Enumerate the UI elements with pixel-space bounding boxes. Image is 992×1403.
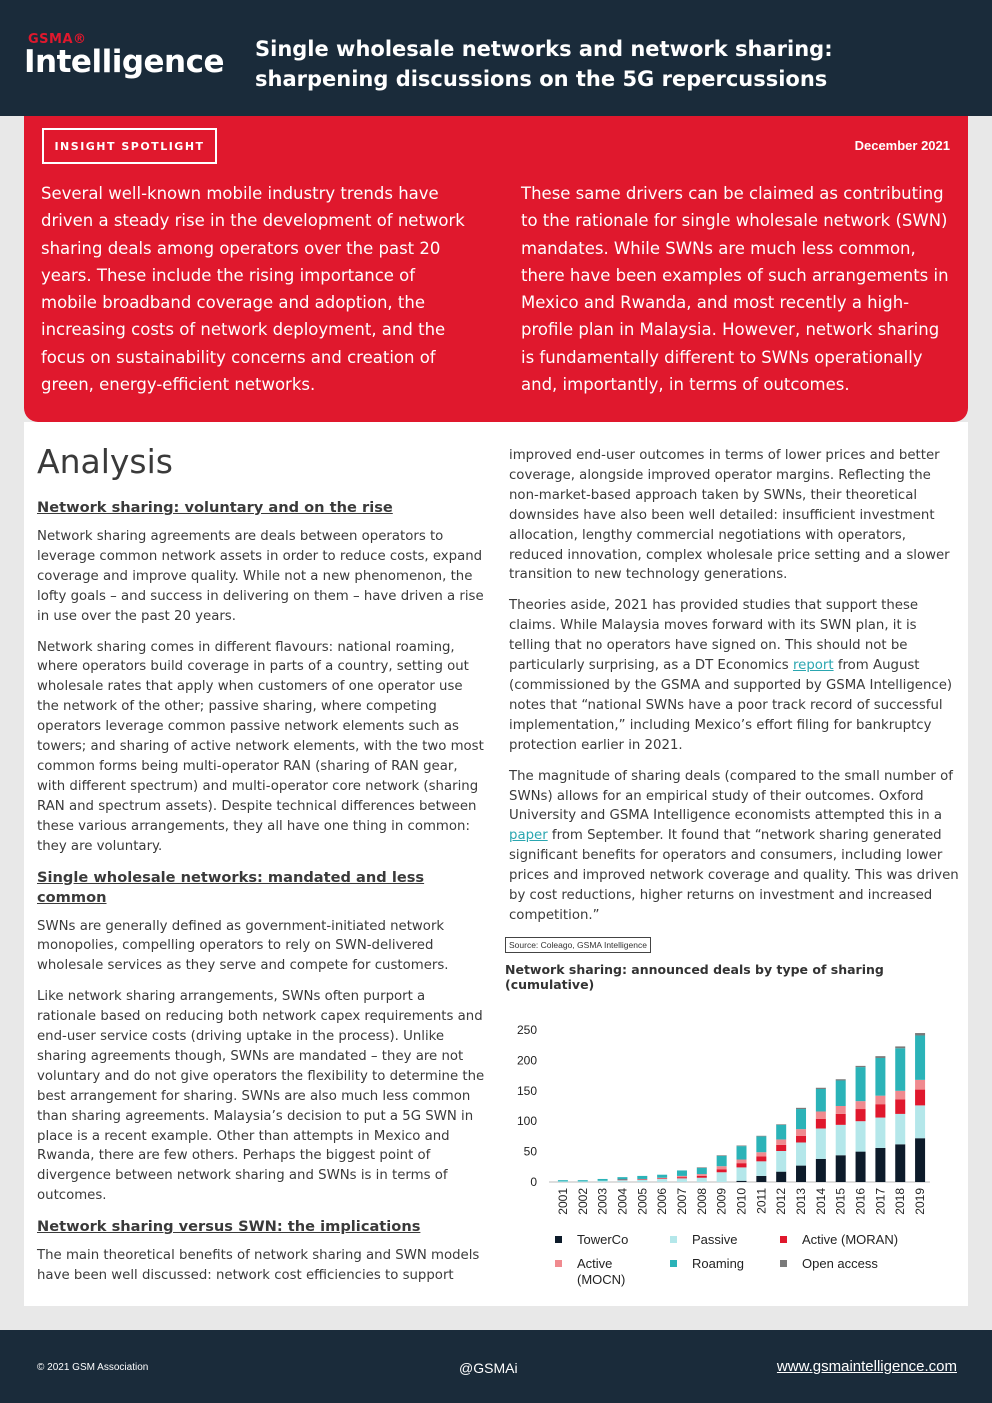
x-tick-label: 2016 xyxy=(853,1188,868,1215)
x-tick-label: 2007 xyxy=(674,1188,689,1215)
x-tick-label: 2010 xyxy=(734,1188,749,1215)
bar-segment xyxy=(776,1151,786,1172)
copyright: © 2021 GSM Association xyxy=(37,1362,149,1373)
bar-segment xyxy=(836,1079,846,1080)
bar-segment xyxy=(776,1172,786,1182)
bar-segment xyxy=(717,1156,727,1166)
paragraph: improved end-user outcomes in terms of lower prices and better coverage, alongside improved operator margins. Reflecting the non-market-based approach taken by SWNs, their theoretical downsides have also been well detailed: insufficient investment allocation, lengthy commercial negotiations with operators, reduced innovation, complex wholesale price setting and a slower transition to new technology generations. xyxy=(509,448,950,583)
section-heading-implications: Network sharing versus SWN: the implications xyxy=(37,1218,421,1236)
bar-segment xyxy=(796,1136,806,1143)
bar-segment xyxy=(737,1167,747,1180)
paragraph: SWNs are generally defined as government-initiated network monopolies, compelling operators to rely on SWN-delivered wholesale services as they serve and compete for customers. xyxy=(37,918,449,974)
report-link[interactable]: report xyxy=(792,658,834,674)
x-tick-label: 2015 xyxy=(833,1188,848,1215)
intelligence-logo: Intelligence xyxy=(24,44,225,80)
x-tick-label: 2009 xyxy=(714,1188,729,1215)
bar-segment xyxy=(756,1136,766,1137)
bar-segment xyxy=(756,1176,766,1182)
section-heading-swn: Single wholesale networks: mandated and less common xyxy=(37,868,425,906)
bar-segment xyxy=(756,1152,766,1156)
bar-segment xyxy=(717,1155,727,1156)
document-title xyxy=(255,34,955,94)
paper-link[interactable]: paper xyxy=(509,828,548,844)
bar-segment xyxy=(776,1145,786,1151)
right-column xyxy=(509,446,959,937)
x-tick-label: 2004 xyxy=(615,1188,630,1215)
bar-segment xyxy=(875,1096,885,1105)
section-heading-voluntary: Network sharing: voluntary and on the rise xyxy=(37,499,393,516)
bar-segment xyxy=(915,1105,925,1138)
paragraph-text: from September. It found that “network sharing generated significant benefits for operators and consumers, including lower prices and improved network coverage and quality. This was driven by cost reductions, higher returns on investment and increased competition.” xyxy=(509,828,959,923)
bar-segment xyxy=(836,1106,846,1114)
bar-segment xyxy=(915,1035,925,1079)
bar-segment xyxy=(717,1166,727,1169)
gsma-logo-mark: GSMA® xyxy=(28,32,87,47)
x-tick-label: 2019 xyxy=(913,1188,928,1215)
paragraph: Like network sharing arrangements, SWNs often purport a rationale based on reducing both network capex requirements and end-user service costs (driving uptake in the process). Unlike sharing agreements though, SWNs are mandated – they are not voluntary and do not give operators the flexibility to determine the best arrangement for sharing. SWNs are also much less common than sharing agreements. Malaysia’s decision to put a 5G SWN in place is a recent example. Other than attempts in Mexico and Rwanda, there are few others. Perhaps the biggest point of divergence between network sharing and SWNs is in terms of outcomes. xyxy=(37,989,485,1204)
bar-segment xyxy=(677,1176,687,1177)
legend-label: (MOCN) xyxy=(577,1272,626,1287)
bar-segment xyxy=(737,1146,747,1147)
website-link[interactable]: www.gsmaintelligence.com xyxy=(776,1358,957,1375)
x-tick-label: 2006 xyxy=(655,1188,670,1215)
bar-segment xyxy=(637,1180,647,1182)
bar-segment xyxy=(697,1178,707,1182)
bar-segment xyxy=(895,1099,905,1114)
x-tick-label: 2011 xyxy=(754,1188,769,1214)
y-tick-label: 100 xyxy=(516,1114,537,1129)
bar-segment xyxy=(776,1124,786,1125)
bar-segment xyxy=(737,1163,747,1167)
bar-segment xyxy=(856,1152,866,1182)
x-tick-label: 2012 xyxy=(774,1188,789,1215)
bar-segment xyxy=(816,1119,826,1129)
x-tick-label: 2002 xyxy=(575,1188,590,1215)
legend-swatch xyxy=(780,1260,787,1267)
bar-segment xyxy=(796,1129,806,1136)
bar-segment xyxy=(875,1148,885,1182)
bar-segment xyxy=(578,1181,588,1182)
bar-segment xyxy=(875,1058,885,1096)
bar-segment xyxy=(856,1101,866,1109)
paragraph-text: The magnitude of sharing deals (compared to the small number of SWNs) allows for an empirical study of their outcomes. Oxford University and GSMA Intelligence economists attempted this in a xyxy=(509,768,953,824)
bar-segment xyxy=(856,1066,866,1067)
paragraph xyxy=(509,596,959,755)
bar-segment xyxy=(895,1144,905,1182)
bar-segment xyxy=(697,1168,707,1174)
bar-segment xyxy=(697,1176,707,1178)
bar-segment xyxy=(836,1155,846,1182)
bar-segment xyxy=(915,1090,925,1106)
bar-segment xyxy=(875,1056,885,1058)
bar-segment xyxy=(677,1178,687,1182)
insight-spotlight-badge: INSIGHT SPOTLIGHT xyxy=(42,128,217,164)
bar-segment xyxy=(717,1172,727,1182)
x-tick-label: 2014 xyxy=(813,1188,828,1215)
twitter-handle: @GSMAi xyxy=(459,1360,518,1376)
insight-spotlight-panel xyxy=(24,116,968,422)
legend-label: Roaming xyxy=(692,1256,745,1271)
bar-segment xyxy=(836,1114,846,1125)
y-tick-label: 50 xyxy=(523,1144,537,1159)
paragraph: Network sharing comes in different flavours: national roaming, where operators build coverage in parts of a country, setting out wholesale rates that apply when customers of one operator use the network of the other; passive sharing, where competing operators leverage common passive network elements such as towers; and sharing of active network elements, with the two most common forms being multi-operator RAN (sharing of RAN gear, with different spectrum) and multi-operator core network (sharing RAN and spectrum assets). Despite technical differences between these various arrangements, they all have one thing in common: they are voluntary. xyxy=(37,639,484,854)
x-tick-label: 2017 xyxy=(873,1188,888,1215)
bar-segment xyxy=(598,1179,608,1181)
page-footer xyxy=(0,1330,992,1403)
publication-date: December 2021 xyxy=(854,138,950,153)
bar-segment xyxy=(717,1169,727,1172)
bar-segment xyxy=(578,1180,588,1181)
legend-swatch xyxy=(555,1236,562,1243)
bar-segment xyxy=(737,1181,747,1182)
legend-swatch xyxy=(555,1260,562,1267)
analysis-heading: Analysis xyxy=(37,442,173,481)
bar-segment xyxy=(637,1179,647,1180)
bar-segment xyxy=(796,1166,806,1182)
bar-segment xyxy=(895,1114,905,1144)
bar-segment xyxy=(816,1128,826,1158)
bar-segment xyxy=(856,1109,866,1121)
bar-segment xyxy=(697,1167,707,1168)
bar-segment xyxy=(737,1160,747,1164)
bar-segment xyxy=(816,1159,826,1182)
legend-swatch xyxy=(670,1236,677,1243)
paragraph-text: from August (commissioned by the GSMA and supported by GSMA Intelligence) notes that “national SWNs have a poor track record of successful implementation,” including Mexico’s effort filing for bankruptcy protection earlier in 2021. xyxy=(509,658,953,753)
bar-segment xyxy=(756,1156,766,1161)
bar-segment xyxy=(617,1180,627,1182)
y-tick-label: 0 xyxy=(530,1175,537,1189)
x-tick-label: 2001 xyxy=(555,1188,570,1215)
article-body xyxy=(24,422,968,1306)
bar-segment xyxy=(856,1121,866,1151)
bar-segment xyxy=(657,1175,667,1178)
bar-segment xyxy=(776,1125,786,1140)
y-tick-label: 200 xyxy=(516,1053,537,1068)
bar-segment xyxy=(796,1109,806,1129)
bar-segment xyxy=(895,1048,905,1091)
bar-segment xyxy=(677,1170,687,1175)
document-title-line-2: sharpening discussions on the 5G repercussions xyxy=(255,67,828,91)
bar-segment xyxy=(915,1138,925,1182)
bar-segment xyxy=(875,1104,885,1117)
bar-segment xyxy=(796,1108,806,1109)
bar-segment xyxy=(657,1178,667,1179)
bar-segment xyxy=(657,1178,667,1179)
paragraph: Network sharing agreements are deals between operators to leverage common network assets in order to reduce costs, expand coverage and improve quality. While not a new phenomenon, the lofty goals – and success in delivering on them – have driven a rise in use over the past 20 years. xyxy=(37,529,484,624)
legend-swatch xyxy=(670,1260,677,1267)
bar-segment xyxy=(558,1180,568,1181)
legend-swatch xyxy=(780,1236,787,1243)
bar-segment xyxy=(617,1177,627,1179)
bar-segment xyxy=(558,1181,568,1182)
bar-segment xyxy=(756,1136,766,1152)
bar-segment xyxy=(637,1176,647,1179)
bar-segment xyxy=(915,1080,925,1090)
y-tick-label: 250 xyxy=(516,1023,537,1037)
bar-segment xyxy=(737,1146,747,1159)
chart-source: Source: Coleago, GSMA Intelligence xyxy=(505,937,651,953)
bar-segment xyxy=(895,1091,905,1100)
bar-segment xyxy=(915,1033,925,1035)
paragraph: The main theoretical benefits of network sharing and SWN models have been well discussed: network cost efficiencies to support xyxy=(37,1248,480,1284)
legend-label: Active (MORAN) xyxy=(802,1232,899,1247)
paragraph-text: Theories aside, 2021 has provided studies that support these claims. While Malaysia moves forward with its SWN plan, it is telling that no operators have signed on. This should not be particularly surprising, as a DT Economics xyxy=(509,598,919,674)
bar-segment xyxy=(677,1177,687,1178)
bar-segment xyxy=(816,1088,826,1089)
intro-paragraph-right: These same drivers can be claimed as contributing to the rationale for single wholesale network (SWN) mandates. While SWNs are much less common, there have been examples of such arrangements in Mexico and Rwanda, and most recently a high-profile plan in Malaysia. However, network sharing is fundamentally different to SWNs operationally and, importantly, in terms of outcomes. xyxy=(521,184,949,395)
bar-segment xyxy=(697,1174,707,1176)
x-tick-label: 2013 xyxy=(794,1188,809,1215)
y-tick-label: 150 xyxy=(516,1083,537,1098)
left-column xyxy=(37,498,487,1297)
bar-segment xyxy=(895,1046,905,1048)
x-tick-label: 2008 xyxy=(694,1188,709,1215)
bar-segment xyxy=(796,1142,806,1165)
legend-label: Passive xyxy=(692,1232,738,1247)
chart-title: Network sharing: announced deals by type of sharing (cumulative) xyxy=(505,962,884,992)
bar-segment xyxy=(657,1179,667,1182)
x-tick-label: 2003 xyxy=(595,1188,610,1215)
x-tick-label: 2018 xyxy=(893,1188,908,1215)
bar-segment xyxy=(756,1161,766,1176)
bar-segment xyxy=(816,1089,826,1111)
bar-segment xyxy=(875,1118,885,1148)
bar-segment xyxy=(816,1111,826,1118)
bar-segment xyxy=(776,1139,786,1144)
paragraph xyxy=(509,767,959,926)
bar-segment xyxy=(598,1181,608,1182)
bar-segment xyxy=(836,1125,846,1155)
x-tick-label: 2005 xyxy=(635,1188,650,1215)
bar-segment xyxy=(856,1067,866,1101)
bar-segment xyxy=(836,1080,846,1106)
document-title-line-1: Single wholesale networks and network sharing: xyxy=(255,37,833,61)
legend-label: TowerCo xyxy=(577,1232,629,1247)
legend-label: Open access xyxy=(802,1256,878,1271)
intro-paragraph-left: Several well-known mobile industry trends have driven a steady rise in the development of network sharing deals among operators over the past 20 years. These include the rising importance of mobile broadband coverage and adoption, the increasing costs of network deployment, and the focus on sustainability concerns and creation of green, energy-efficient networks. xyxy=(41,184,465,395)
sharing-deals-chart xyxy=(505,992,935,1292)
bar-segment xyxy=(617,1180,627,1181)
page-header xyxy=(0,0,992,116)
legend-label: Active xyxy=(577,1256,613,1271)
